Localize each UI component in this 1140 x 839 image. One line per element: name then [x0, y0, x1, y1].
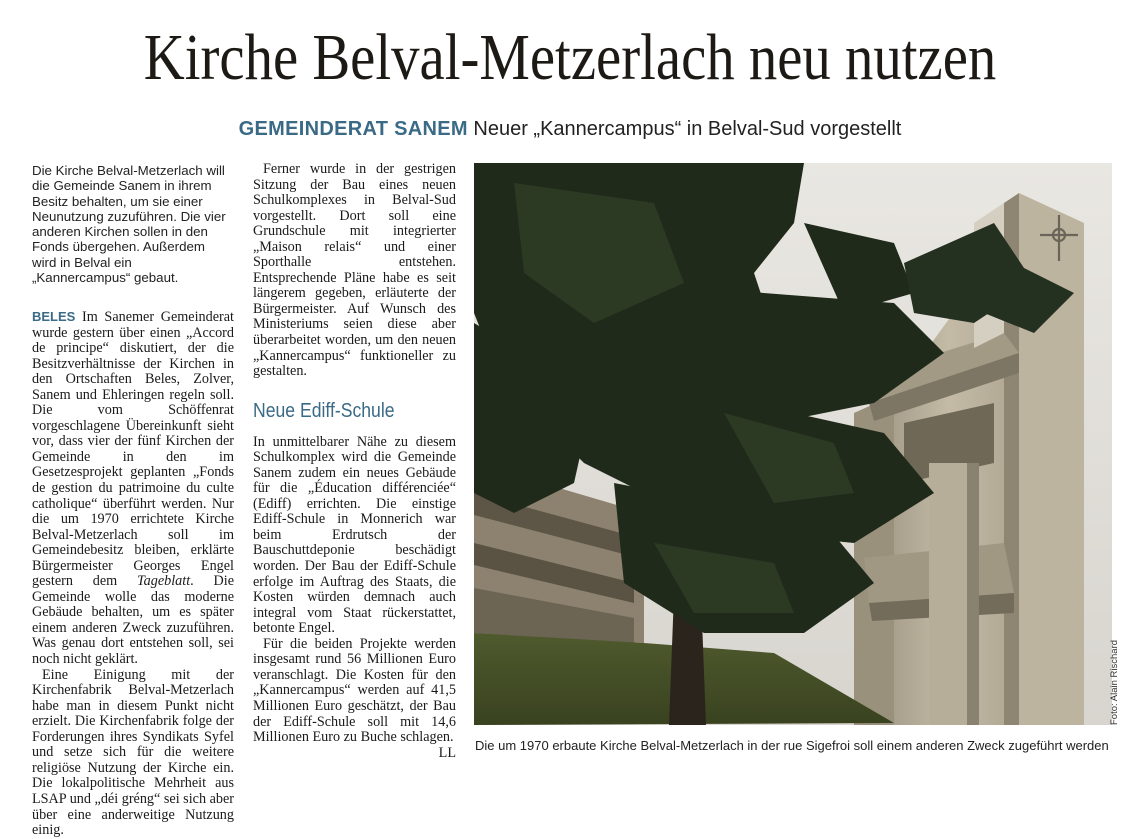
paragraph-1-end: . Die Gemeinde wolle das moderne Gebäude behalten, um es später einem anderen Zweck zuzuführen. Was genau dort entstehen soll, sei noch nicht geklärt. [32, 573, 234, 668]
subheadline-text: Neuer „Kannercampus“ in Belval-Sud vorgestellt [473, 118, 902, 140]
article-subheading: Neue Ediff-Schule [253, 399, 395, 422]
article-column-2 [253, 162, 456, 761]
body-paragraph-3: Ferner wurde in der gestrigen Sitzung der Bau eines neuen Schulkomplexes in Belval-Sud vorgestellt. Dort soll eine Grundschule mit integrierter „Maison relais“ und einer Sporthalle entstehen. Entsprechende Pläne habe es seit längerem gegeben, erläuterte der Bürgermeister. Auf Wunsch des Ministeriums seien diese aber überarbeitet worden, um den neuen „Kannercampus“ funktioneller zu gestalten. [253, 161, 456, 380]
subheadline [0, 117, 1140, 141]
paragraph-5-text: Für die beiden Projekte werden insgesamt rund 56 Millionen Euro veranschlagt. Die Kosten für den „Kannercampus“ werden auf 41,5 Millionen Euro geschätzt, der Bau der Ediff-Schule soll mit 14,6 Millionen Euro zu Buche schlagen. [253, 635, 456, 746]
headline: Kirche Belval-Metzerlach neu nutzen [143, 21, 997, 94]
body-paragraph-1 [32, 309, 234, 668]
author-initials: LL [438, 744, 456, 761]
photo-caption: Die um 1970 erbaute Kirche Belval-Metzerlach in der rue Sigefroi soll einem anderen Zweck zugeführt werden [475, 738, 1109, 753]
body-paragraph-4: In unmittelbarer Nähe zu diesem Schulkomplex wird die Gemeinde Sanem zudem ein neues Gebäude für die „Éducation différenciée“ (Ediff) errichten. Die einstige Ediff-Schule in Monnerich war beim Erdrutsch der Bauschuttdeponie beschädigt worden. Der Bau der Ediff-Schule erfolge im Auftrag des Staats, die Kosten würden demnach auch integral vom Staat rückerstattet, betonte Engel. [253, 433, 456, 637]
body-paragraph-2: Eine Einigung mit der Kirchenfabrik Belval-Metzerlach habe man in diesem Punkt nicht erzielt. Die Kirchenfabrik folge der Forderungen ihres Syndikats Syfel und setze sich für die weitere religiöse Nutzung der Kirche ein. Die lokalpolitische Mehrheit aus LSAP und „déi gréng“ sei sich aber über eine anderweitige Nutzung einig. [32, 666, 234, 839]
article-column-1 [32, 309, 234, 839]
lead-paragraph: Die Kirche Belval-Metzerlach will die Gemeinde Sanem in ihrem Besitz behalten, um sie einer Neunutzung zuzuführen. Die vier anderen Kirchen sollen in den Fonds übergehen. Außerdem wird in Belval ein „Kannercampus“ gebaut. [32, 163, 226, 286]
photo-credit: Foto: Alain Rischard [1109, 639, 1120, 725]
dateline: BELES [32, 309, 76, 324]
church-photo [474, 163, 1112, 725]
subheadline-kicker: GEMEINDERAT SANEM [238, 118, 468, 140]
body-paragraph-5 [253, 635, 456, 761]
source-name: Tageblatt [137, 573, 191, 590]
paragraph-1-text: Im Sanemer Gemeinderat wurde gestern über einen „Accord de principe“ diskutiert, der die Besitzverhältnisse der Kirchen in den Ortschaften Beles, Zolver, Sanem und Ehleringen regeln soll. Die vom Schöffenrat vorgeschlagene Übereinkunft sieht vor, dass vier der fünf Kirchen der Gemeinde in den im Gesetzesprojekt geplanten „Fonds de gestion du patrimoine du culte catholique“ überführt werden. Nur die um 1970 errichtete Kirche Belval-Metzerlach soll im Gemeindebesitz bleiben, erklärte Bürgermeister Georges Engel gestern dem [32, 309, 234, 590]
